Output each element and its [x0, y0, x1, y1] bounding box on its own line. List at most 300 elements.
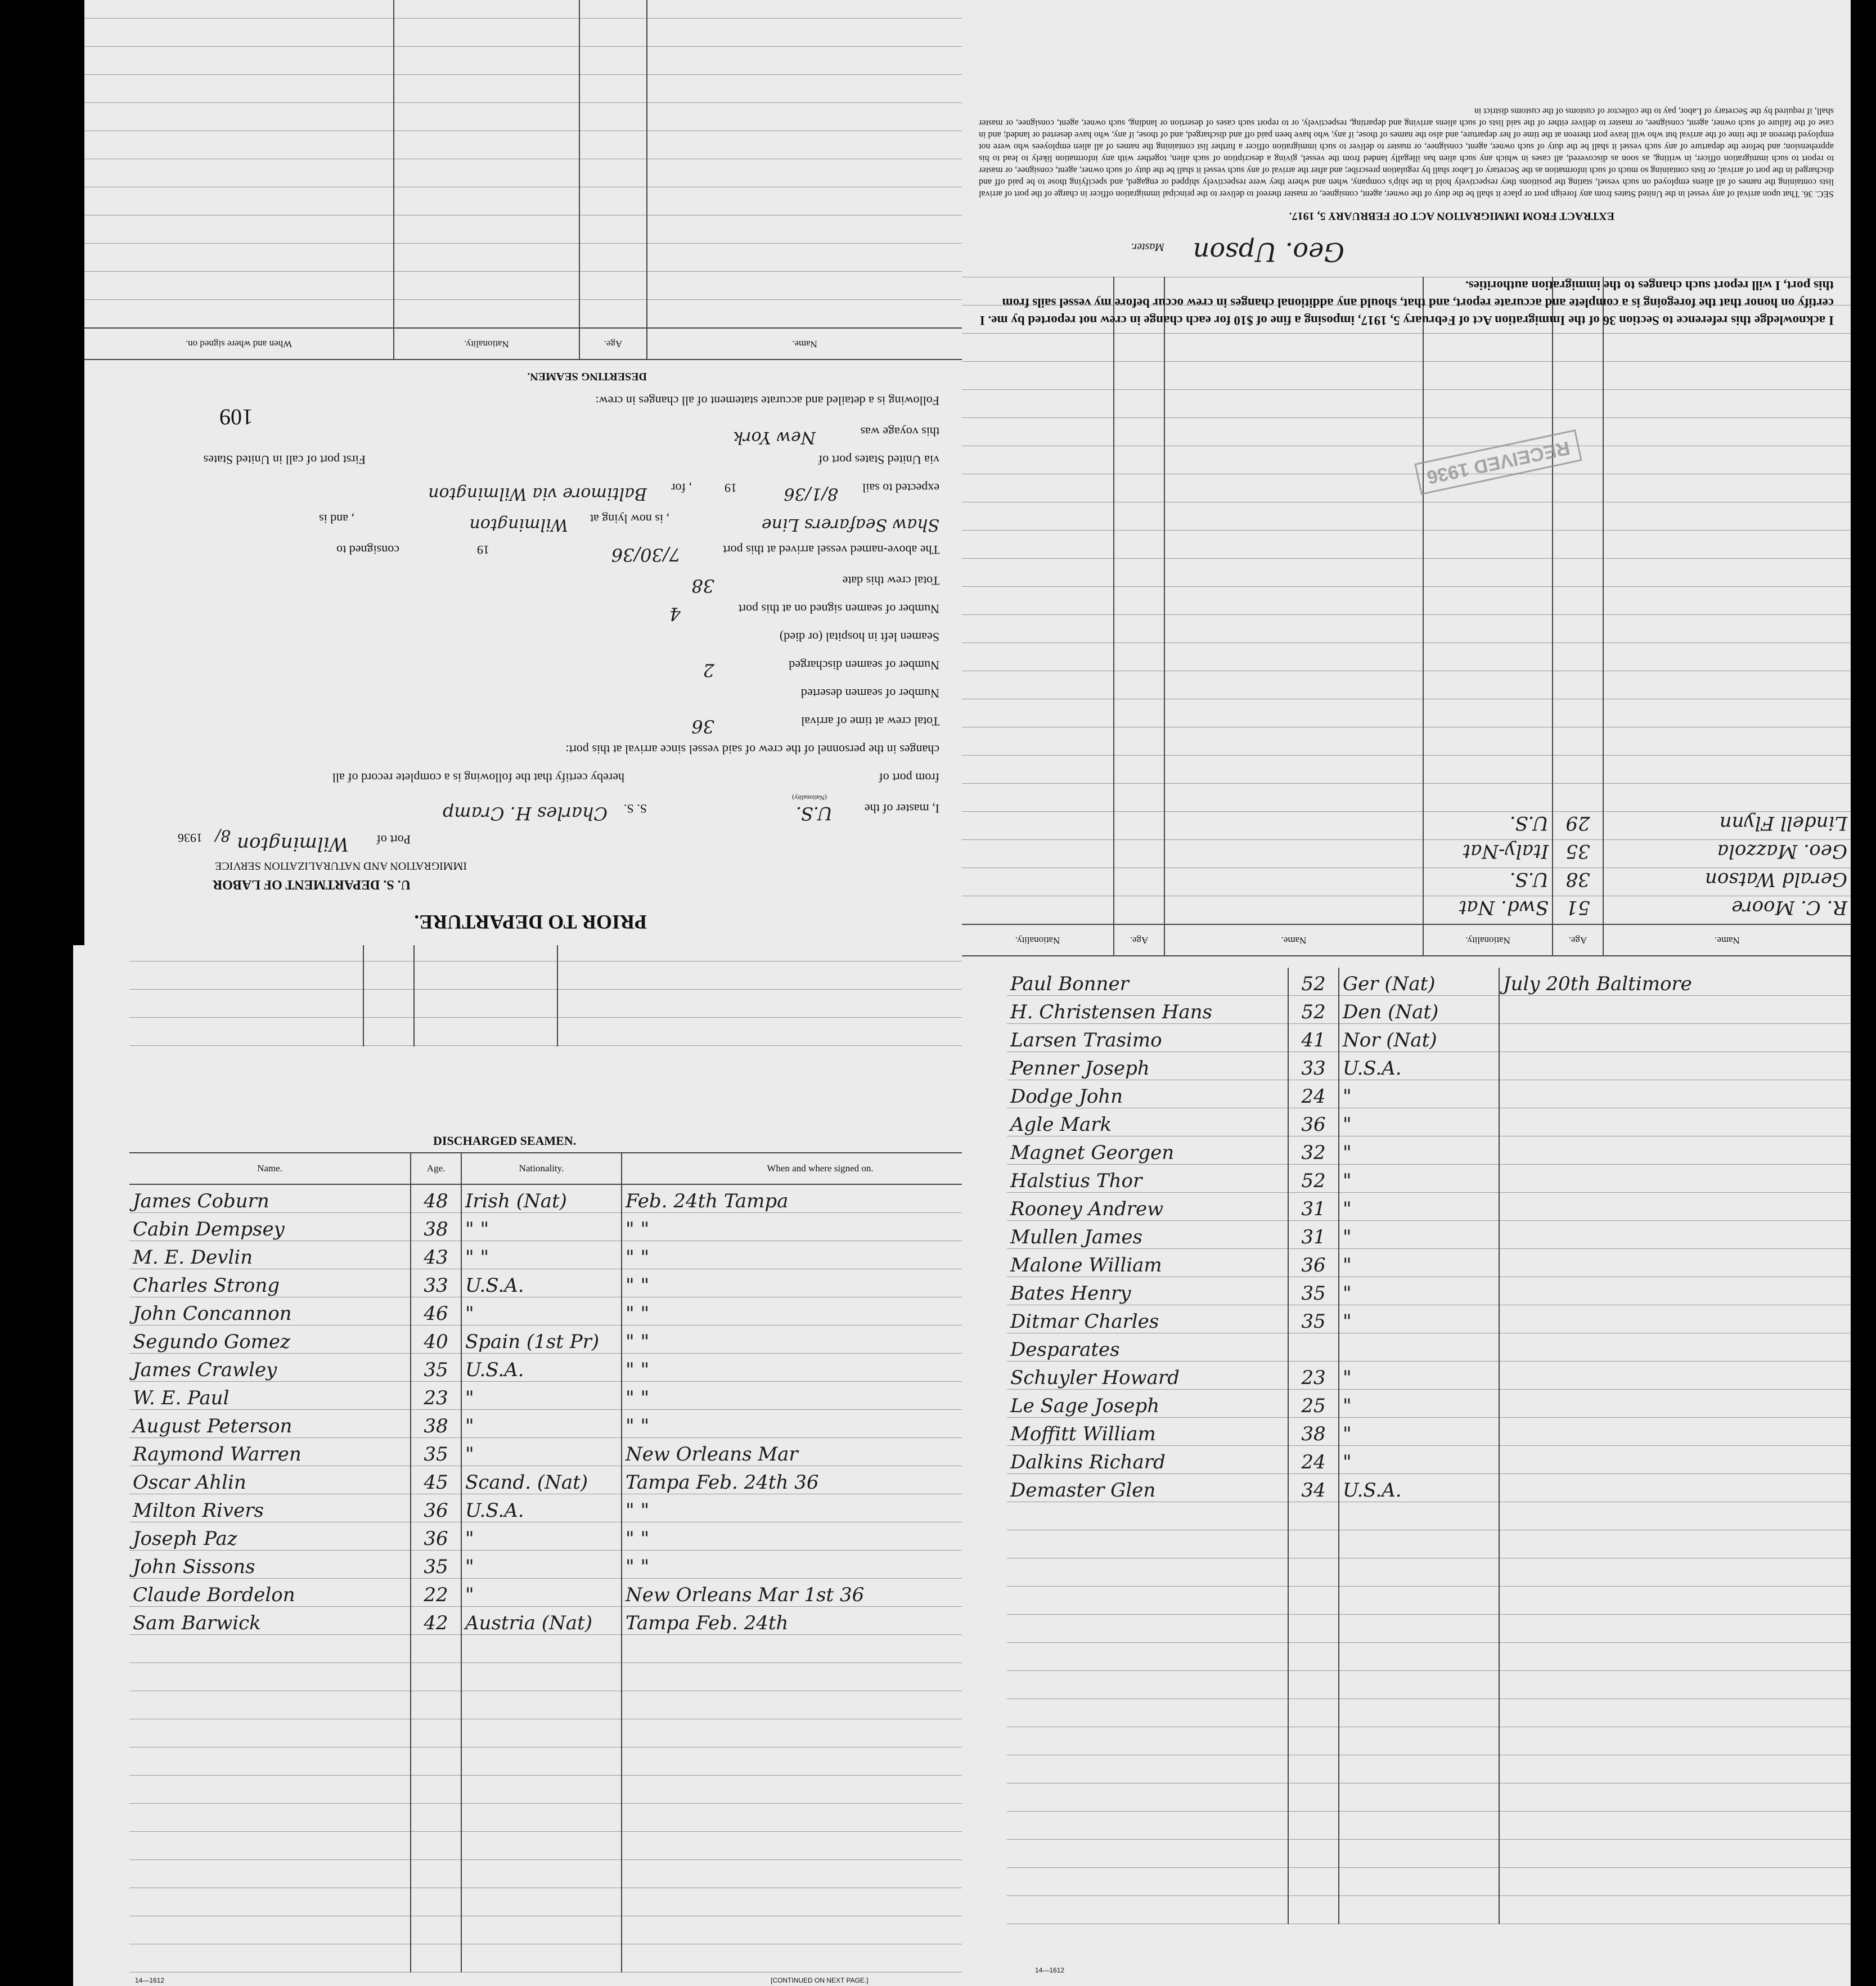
top-right-page [962, 0, 1851, 956]
cell-signed [1499, 1277, 1851, 1305]
acknowledge-text: I acknowledge this reference to Section 36 of the Immigration Act of February 5, 1917, imposing a fine of $10 for each change in crew not reported by me. I certify on honor that the foregoing is a complete and accurate report, and that, should any additional changes in crew occur before my vessel sails from this port, I will report such changes to the immigration authorities. [979, 278, 1834, 327]
empty-row [1007, 1671, 1851, 1699]
cell-name: Moffitt William [1007, 1418, 1288, 1446]
col-nationality-1: Nationality. [1423, 924, 1553, 956]
cell-signed [1499, 1136, 1851, 1165]
cell-age: 35 [411, 1354, 461, 1382]
cell-name: Agle Mark [1007, 1108, 1288, 1136]
cell-age: 36 [411, 1522, 461, 1551]
signed-on-continued-table [1007, 968, 1851, 1924]
empty-row [129, 1635, 962, 1663]
table-row [1007, 1165, 1851, 1193]
cell-name: John Concannon [129, 1297, 411, 1326]
lying-value: Wilmington [469, 515, 568, 534]
cell-name: Mullen James [1007, 1221, 1288, 1249]
cell-signed: Tampa Feb. 24th 36 [622, 1466, 962, 1494]
cell-age: 31 [1288, 1221, 1339, 1249]
year-short-2: 19 [725, 481, 737, 495]
empty-row [1007, 1699, 1851, 1727]
table-row [129, 1410, 962, 1438]
cell-nationality: " [461, 1297, 622, 1326]
cell-name: James Coburn [129, 1184, 411, 1213]
table-row [1007, 1474, 1851, 1502]
cell-age: 31 [1288, 1193, 1339, 1221]
master-label: I, master of the [864, 802, 939, 816]
cell-nationality: U.S.A. [461, 1354, 622, 1382]
cell-name: Ditmar Charles [1007, 1305, 1288, 1333]
table-row [129, 1184, 962, 1213]
hospital-label: Seamen left in hospital (or died) [779, 630, 939, 644]
cell-age: 23 [411, 1382, 461, 1410]
for-value: Baltimore via Wilmington [428, 484, 647, 504]
entry-nationality: U.S. [1423, 812, 1553, 840]
top-left-page-rotated [84, 0, 962, 945]
cell-signed: " " [622, 1354, 962, 1382]
cell-age: 48 [411, 1184, 461, 1213]
cell-age: 33 [411, 1269, 461, 1297]
cell-signed: " " [622, 1241, 962, 1269]
cell-nationality: " [1339, 1249, 1499, 1277]
cell-nationality: Spain (1st Pr) [461, 1326, 622, 1354]
cell-nationality: " [1339, 1277, 1499, 1305]
empty-row [129, 1860, 962, 1888]
sec36-text: SEC. 36. That upon arrival of any vessel in the United States from any foreign port or place it shall be the duty of the owner, agent, consignee, or master thereof to deliver to the principal immigration officer in charge of the port of arrival lists containing the names of all aliens employed on such vessel, stating the positions they respectively hold in the ship's company, when and where they were respectively shipped or engaged, and specifying those to be paid off and discharged in the port of arrival; or lists containing so much of such information as the Secretary of Labor shall by regulation prescribe; and after the arrival of any such vessel it shall be the duty of such owner, agent, consignee, or master to report to such immigration officer, in writing, as soon as discovered, all cases in which any such alien has illegally landed from the vessel, giving a description of such alien, together with any information likely to lead to his apprehension; and before the departure of any such vessel it shall be the duty of such owner, agent, consignee, or master to deliver to such immigration officer a further list containing the names of all alien employees who were not employed thereon at the time of the arrival but who will leave port thereon at the time of her departure, and also the names of those, if any, who have been paid off and discharged, and of those, if any, who have deserted or landed; and in case of the failure of such owner, agent, consignee, or master to deliver either of the said lists of such aliens arriving and departing, respectively, or to report such cases of desertion or landing, such owner, agent, consignee, or master shall, if required by the Secretary of Labor, pay to the collector of customs of the customs district in [979, 106, 1834, 199]
first-port-label: First port of call in United States [203, 453, 366, 467]
cell-signed: " " [622, 1522, 962, 1551]
consigned-label: consigned to [336, 543, 399, 557]
cell-age [1288, 1333, 1339, 1362]
cell-signed: " " [622, 1213, 962, 1241]
cell-name: Bates Henry [1007, 1277, 1288, 1305]
cell-name: Raymond Warren [129, 1438, 411, 1466]
empty-row [1007, 1558, 1851, 1587]
crew-arrival-value: 36 [691, 716, 714, 737]
table-row [129, 1438, 962, 1466]
expected-value: 8/1/36 [784, 484, 838, 504]
ss-value: Charles H. Cramp [442, 803, 608, 824]
discharged-value: 2 [703, 659, 714, 681]
table-row [1007, 1024, 1851, 1052]
cell-name: James Crawley [129, 1354, 411, 1382]
table-row [129, 1269, 962, 1297]
cell-age: 35 [411, 1551, 461, 1579]
table-row [1007, 1418, 1851, 1446]
cell-name: Rooney Andrew [1007, 1193, 1288, 1221]
col-name: Name. [647, 328, 962, 360]
cell-age: 36 [411, 1494, 461, 1522]
table-row [1007, 1249, 1851, 1277]
empty-row [129, 1747, 962, 1776]
cell-name: Joseph Paz [129, 1522, 411, 1551]
cell-age: 24 [1288, 1080, 1339, 1108]
cell-nationality: " [461, 1382, 622, 1410]
cell-nationality: " [1339, 1221, 1499, 1249]
col-name-2: Name. [1164, 924, 1423, 956]
cell-name: Paul Bonner [1007, 968, 1288, 996]
following-text: Following is a detailed and accurate statement of all changes in crew: [595, 394, 939, 408]
cell-nationality: " [1339, 1390, 1499, 1418]
cell-nationality: " [1339, 1136, 1499, 1165]
agency-line-1: U. S. DEPARTMENT OF LABOR [212, 877, 411, 892]
cell-signed: " " [622, 1269, 962, 1297]
cell-signed [1499, 1165, 1851, 1193]
entry-age: 35 [1553, 840, 1603, 868]
cell-name: August Peterson [129, 1410, 411, 1438]
cell-name: Larsen Trasimo [1007, 1024, 1288, 1052]
cell-nationality: " [461, 1522, 622, 1551]
cell-name: H. Christensen Hans [1007, 996, 1288, 1024]
col-age: Age. [411, 1153, 461, 1184]
signed-on-table [962, 277, 1851, 956]
cell-name: Penner Joseph [1007, 1052, 1288, 1080]
table-row [129, 1326, 962, 1354]
table-row [1007, 996, 1851, 1024]
cell-age: 41 [1288, 1024, 1339, 1052]
cell-name: M. E. Devlin [129, 1241, 411, 1269]
cell-name: Segundo Gomez [129, 1326, 411, 1354]
empty-row [129, 1776, 962, 1804]
entry-nationality: Swd. Nat [1423, 896, 1553, 925]
table-row [962, 896, 1851, 925]
col-signed-on: When and where signed on. [622, 1153, 962, 1184]
table-row [962, 868, 1851, 896]
cell-age: 46 [411, 1297, 461, 1326]
table-row [1007, 1136, 1851, 1165]
column-rule [557, 945, 558, 1046]
cell-age: 32 [1288, 1136, 1339, 1165]
signed-on-value: 4 [669, 603, 681, 624]
cell-nationality: Nor (Nat) [1339, 1024, 1499, 1052]
date-value: 8/ [215, 826, 231, 845]
cell-signed [1499, 1193, 1851, 1221]
cell-signed: " " [622, 1551, 962, 1579]
empty-row [1007, 1755, 1851, 1783]
cell-nationality: " [1339, 1193, 1499, 1221]
year-short-1: 19 [477, 543, 489, 557]
cell-name: John Sissons [129, 1551, 411, 1579]
table-row [129, 1354, 962, 1382]
ss-label: S. S. [624, 802, 647, 816]
cell-nationality: Austria (Nat) [461, 1607, 622, 1635]
empty-row [1007, 1783, 1851, 1812]
cell-name: Demaster Glen [1007, 1474, 1288, 1502]
table-row [129, 1551, 962, 1579]
table-row [129, 1607, 962, 1635]
cell-name: Le Sage Joseph [1007, 1390, 1288, 1418]
col-name: Name. [129, 1153, 411, 1184]
col-nationality: Nationality. [394, 328, 579, 360]
cell-signed [1499, 1108, 1851, 1136]
table-row [129, 1213, 962, 1241]
cell-signed: " " [622, 1382, 962, 1410]
arrived-label: The above-named vessel arrived at this port [723, 543, 939, 557]
bottom-right-page [962, 956, 1851, 1986]
entry-nationality: Italy-Nat [1423, 840, 1553, 868]
cell-nationality: U.S.A. [1339, 1474, 1499, 1502]
discharged-heading: DISCHARGED SEAMEN. [433, 1134, 577, 1148]
port-value: Wilmington [237, 833, 349, 855]
cell-signed [1499, 1221, 1851, 1249]
entry-name: R. C. Moore [1603, 896, 1851, 925]
cell-age: 45 [411, 1466, 461, 1494]
cell-signed: Feb. 24th Tampa [622, 1184, 962, 1213]
voyage-value: New York [733, 428, 816, 447]
lying-label: , is now lying at [590, 512, 669, 526]
cell-age: 52 [1288, 996, 1339, 1024]
cell-nationality: " [1339, 1305, 1499, 1333]
empty-row [1007, 1643, 1851, 1671]
continued-note: [CONTINUED ON NEXT PAGE.] [771, 1976, 869, 1984]
top-right-page-rotated [962, 0, 1851, 956]
table-row [1007, 1108, 1851, 1136]
empty-row [129, 1719, 962, 1747]
cell-name: Oscar Ahlin [129, 1466, 411, 1494]
form-code: 14—1612 [1035, 1966, 1065, 1974]
cell-name: Charles Strong [129, 1269, 411, 1297]
ruled-line [129, 1045, 962, 1046]
empty-row [1007, 1587, 1851, 1615]
table-row [962, 840, 1851, 868]
cell-nationality: Irish (Nat) [461, 1184, 622, 1213]
signed-on-label: Number of seamen signed on at this port [738, 602, 939, 616]
cell-name: Magnet Georgen [1007, 1136, 1288, 1165]
cell-nationality: " [461, 1410, 622, 1438]
cell-nationality: " [461, 1551, 622, 1579]
via-label: via United States port of [818, 453, 939, 467]
table-row [1007, 1446, 1851, 1474]
cell-age: 38 [411, 1213, 461, 1241]
cell-nationality: U.S.A. [461, 1269, 622, 1297]
table-row [962, 812, 1851, 840]
cell-signed: " " [622, 1297, 962, 1326]
deserting-table [84, 0, 962, 360]
master-caption: Master. [1131, 241, 1164, 253]
entry-name: Lindell Flynn [1603, 812, 1851, 840]
empty-row [129, 1832, 962, 1860]
deserting-heading: DESERTING SEAMEN. [527, 370, 647, 383]
table-row [1007, 1277, 1851, 1305]
from-port-label: from port of [879, 771, 939, 785]
empty-row [129, 1804, 962, 1832]
table-row [1007, 1305, 1851, 1333]
ruled-line [129, 1017, 962, 1018]
cell-age: 36 [1288, 1249, 1339, 1277]
cell-name: Schuyler Howard [1007, 1362, 1288, 1390]
cell-age: 36 [1288, 1108, 1339, 1136]
consigned-value: Shaw Seafarers Line [761, 515, 939, 534]
empty-row [1007, 1896, 1851, 1924]
cell-nationality: " " [461, 1241, 622, 1269]
cell-signed [1499, 996, 1851, 1024]
cell-age: 34 [1288, 1474, 1339, 1502]
empty-row [129, 1691, 962, 1719]
entry-age: 29 [1553, 812, 1603, 840]
for-label: , for [671, 481, 692, 495]
cell-name: Cabin Dempsey [129, 1213, 411, 1241]
empty-row [1007, 1812, 1851, 1840]
cell-signed [1499, 1362, 1851, 1390]
cell-name: Halstius Thor [1007, 1165, 1288, 1193]
form-code: 14—1612 [135, 1976, 165, 1984]
cell-age: 40 [411, 1326, 461, 1354]
cell-nationality: Den (Nat) [1339, 996, 1499, 1024]
cell-signed [1499, 1333, 1851, 1362]
expected-label: expected to sail [862, 481, 939, 495]
entry-age: 38 [1553, 868, 1603, 896]
cell-age: 35 [1288, 1277, 1339, 1305]
extract-heading: EXTRACT FROM IMMIGRATION ACT OF FEBRUARY 5, 1917. [1289, 210, 1614, 222]
entry-age: 51 [1553, 896, 1603, 925]
cell-nationality: " [1339, 1362, 1499, 1390]
received-stamp: RECEIVED 1936 [1414, 429, 1582, 495]
cell-age: 35 [411, 1438, 461, 1466]
and-is: , and is [319, 512, 354, 526]
cell-name: Claude Bordelon [129, 1579, 411, 1607]
deserted-label: Number of seamen deserted [800, 686, 939, 700]
col-age-1: Age. [1553, 924, 1603, 956]
cell-nationality: U.S.A. [461, 1494, 622, 1522]
cell-age: 43 [411, 1241, 461, 1269]
form-number: 109 [219, 405, 253, 430]
cell-signed: " " [622, 1494, 962, 1522]
discharged-label: Number of seamen discharged [789, 658, 939, 672]
table-row [1007, 1052, 1851, 1080]
empty-row [1007, 1868, 1851, 1896]
cell-age: 38 [1288, 1418, 1339, 1446]
prior-departure-title: PRIOR TO DEPARTURE. [414, 911, 647, 933]
cell-signed: New Orleans Mar [622, 1438, 962, 1466]
cell-age: 23 [1288, 1362, 1339, 1390]
nationality-value: U.S. [795, 803, 833, 824]
table-row [129, 1522, 962, 1551]
entry-name: Gerald Watson [1603, 868, 1851, 896]
table-row [129, 1297, 962, 1326]
cell-name: Milton Rivers [129, 1494, 411, 1522]
bottom-left-page [73, 945, 962, 1986]
cell-signed [1499, 1305, 1851, 1333]
cell-nationality: " [1339, 1446, 1499, 1474]
cell-nationality: " [1339, 1080, 1499, 1108]
table-row [129, 1382, 962, 1410]
cell-name: Sam Barwick [129, 1607, 411, 1635]
table-row [1007, 1080, 1851, 1108]
col-nationality: Nationality. [461, 1153, 622, 1184]
empty-row [1007, 1840, 1851, 1868]
agency-line-2: IMMIGRATION AND NATURALIZATION SERVICE [215, 860, 467, 872]
cell-nationality: " [1339, 1165, 1499, 1193]
discharged-table [129, 1152, 962, 1972]
cell-name: Desparates [1007, 1333, 1288, 1362]
cell-signed: Tampa Feb. 24th [622, 1607, 962, 1635]
cell-name: W. E. Paul [129, 1382, 411, 1410]
empty-row [1007, 1530, 1851, 1558]
empty-row [129, 1663, 962, 1691]
cell-signed [1499, 1249, 1851, 1277]
table-row [1007, 968, 1851, 996]
table-row [129, 1466, 962, 1494]
cell-age: 25 [1288, 1390, 1339, 1418]
cell-name: Dalkins Richard [1007, 1446, 1288, 1474]
cell-nationality: " [461, 1438, 622, 1466]
cell-signed [1499, 1024, 1851, 1052]
nationality-caption: (Nationality) [792, 794, 827, 802]
cell-signed [1499, 1474, 1851, 1502]
column-rule [363, 945, 364, 1046]
cell-signed: " " [622, 1410, 962, 1438]
empty-row [1007, 1615, 1851, 1643]
cell-signed: " " [622, 1326, 962, 1354]
cell-signed [1499, 1052, 1851, 1080]
cell-name: Dodge John [1007, 1080, 1288, 1108]
master-signature: Geo. Upson [1193, 237, 1344, 267]
entry-name: Geo. Mazzola [1603, 840, 1851, 868]
table-row [1007, 1193, 1851, 1221]
table-row [129, 1579, 962, 1607]
ruled-line [129, 989, 962, 990]
cell-age: 52 [1288, 1165, 1339, 1193]
col-nationality-2: Nationality. [962, 924, 1114, 956]
cell-signed [1499, 1080, 1851, 1108]
empty-row [1007, 1727, 1851, 1755]
total-label: Total crew this date [842, 574, 939, 588]
column-rule [413, 945, 415, 1046]
cell-nationality: Scand. (Nat) [461, 1466, 622, 1494]
cell-nationality: " " [461, 1213, 622, 1241]
cell-age: 33 [1288, 1052, 1339, 1080]
table-row [129, 1494, 962, 1522]
cell-signed [1499, 1390, 1851, 1418]
changes-text: changes in the personnel of the crew of said vessel since arrival at this port: [565, 743, 939, 757]
empty-row [129, 1888, 962, 1916]
cell-signed [1499, 1418, 1851, 1446]
cell-nationality: Ger (Nat) [1339, 968, 1499, 996]
arrived-value: 7/30/36 [611, 544, 681, 565]
col-age-2: Age. [1114, 924, 1164, 956]
cell-signed: New Orleans Mar 1st 36 [622, 1579, 962, 1607]
cell-age: 24 [1288, 1446, 1339, 1474]
cell-age: 35 [1288, 1305, 1339, 1333]
empty-row [129, 1916, 962, 1944]
col-name-1: Name. [1603, 924, 1851, 956]
entry-nationality: U.S. [1423, 868, 1553, 896]
col-age: Age. [579, 328, 647, 360]
cell-age: 38 [411, 1410, 461, 1438]
cell-nationality [1339, 1333, 1499, 1362]
table-row [1007, 1390, 1851, 1418]
certify-text: hereby certify that the following is a complete record of all [332, 771, 624, 785]
cell-nationality: " [461, 1579, 622, 1607]
table-row [1007, 1221, 1851, 1249]
cell-age: 42 [411, 1607, 461, 1635]
cell-nationality: " [1339, 1108, 1499, 1136]
cell-name: Malone William [1007, 1249, 1288, 1277]
cell-nationality: U.S.A. [1339, 1052, 1499, 1080]
table-row [129, 1241, 962, 1269]
table-row [1007, 1362, 1851, 1390]
voyage-label: this voyage was [860, 425, 939, 439]
port-label: Port of [376, 833, 411, 847]
total-value: 38 [691, 575, 714, 596]
year-printed: 1936 [178, 831, 203, 845]
empty-row [1007, 1502, 1851, 1530]
table-row [1007, 1333, 1851, 1362]
top-left-page [84, 0, 962, 945]
cell-nationality: " [1339, 1418, 1499, 1446]
cell-signed [1499, 1446, 1851, 1474]
crew-arrival-label: Total crew at time of arrival [801, 715, 939, 729]
cell-signed: July 20th Baltimore [1499, 968, 1851, 996]
cell-age: 22 [411, 1579, 461, 1607]
